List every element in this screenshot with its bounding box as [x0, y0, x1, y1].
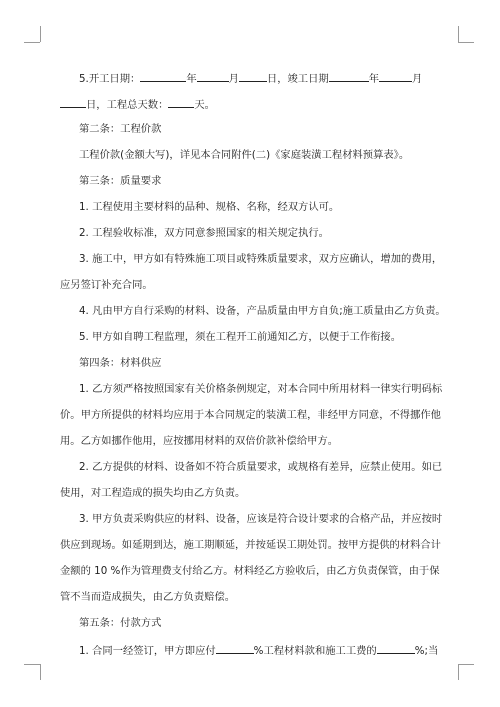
- paragraph-text: 1. 合同一经签订，甲方即应付: [79, 645, 216, 657]
- paragraph-text: %工程材料款和施工工费的: [253, 645, 377, 657]
- paragraph-line: 3. 甲方负责采购供应的材料、设备，应该是符合设计要求的合格产品，并应按时: [79, 513, 443, 525]
- completion-date-label: 日，竣工日期: [266, 73, 329, 85]
- paragraph-line: 使用，对工程造成的损失均由乙方负责。: [60, 487, 246, 499]
- payment-line: [79, 642, 438, 656]
- section-heading: 第二条：工程价款: [79, 123, 162, 135]
- paragraph-line: 2. 乙方提供的材料、设备如不符合质量要求，或规格有差异，应禁止使用。如已: [79, 461, 443, 473]
- section-heading: 第三条：质量要求: [79, 175, 162, 187]
- blank-field: [216, 642, 254, 654]
- blank-field: [168, 96, 194, 108]
- paragraph-line: 工程价款(金额大写)，详见本合同附件(二)《家庭装潢工程材料预算表》。: [79, 149, 410, 161]
- paragraph-line: 3. 施工中，甲方如有特殊施工项目或特殊质量要求，双方应确认，增加的费用，: [79, 253, 443, 265]
- paragraph-line: 应另签订补充合同。: [60, 279, 153, 291]
- paragraph-line: 金额的 10 %作为管理费支付给乙方。材料经乙方验收后，由乙方负责保管，由于保: [60, 565, 440, 577]
- blank-field: [140, 70, 186, 82]
- paragraph-text: %;当: [414, 645, 439, 657]
- paragraph-line: 2. 工程验收标准，双方同意参照国家的相关规定执行。: [79, 227, 329, 239]
- blank-field: [377, 642, 415, 654]
- paragraph-line: 5. 甲方如自聘工程监理，须在工程开工前通知乙方，以便于工作衔接。: [79, 331, 402, 343]
- year-unit: 年: [186, 73, 197, 85]
- total-days-line: [60, 96, 215, 110]
- paragraph-line: 供应到现场。如延期到达，施工期顺延，并按延误工期处罚。按甲方提供的材料合计: [60, 539, 441, 551]
- paragraph-line: 用。乙方如挪作他用，应按挪用材料的双倍价款补偿给甲方。: [60, 435, 339, 447]
- days-unit: 天。: [194, 99, 215, 111]
- start-date-label: 5.开工日期：: [79, 73, 141, 85]
- section-heading: 第五条：付款方式: [79, 617, 162, 629]
- section-heading: 第四条：材料供应: [79, 357, 162, 369]
- month-unit: 月: [411, 73, 423, 85]
- start-date-line: [79, 70, 422, 84]
- paragraph-line: 1. 工程使用主要材料的品种、规格、名称，经双方认可。: [79, 201, 340, 213]
- paragraph-line: 价。甲方所提供的材料均应用于本合同规定的装潢工程，非经甲方同意，不得挪作他: [60, 409, 441, 421]
- paragraph-line: 4. 凡由甲方自行采购的材料、设备，产品质量由甲方自负;施工质量由乙方负责。: [79, 305, 446, 317]
- total-days-label: 日，工程总天数：: [86, 99, 169, 111]
- paragraph-line: 1. 乙方须严格按照国家有关价格条例规定，对本合同中所用材料一律实行明码标: [79, 383, 443, 395]
- blank-field: [329, 70, 369, 82]
- blank-field: [197, 70, 229, 82]
- blank-field: [379, 70, 412, 82]
- paragraph-line: 管不当而造成损失，由乙方负责赔偿。: [60, 591, 236, 603]
- blank-field: [239, 70, 267, 82]
- year-unit: 年: [368, 73, 379, 85]
- blank-field: [60, 96, 86, 108]
- month-unit: 月: [228, 73, 239, 85]
